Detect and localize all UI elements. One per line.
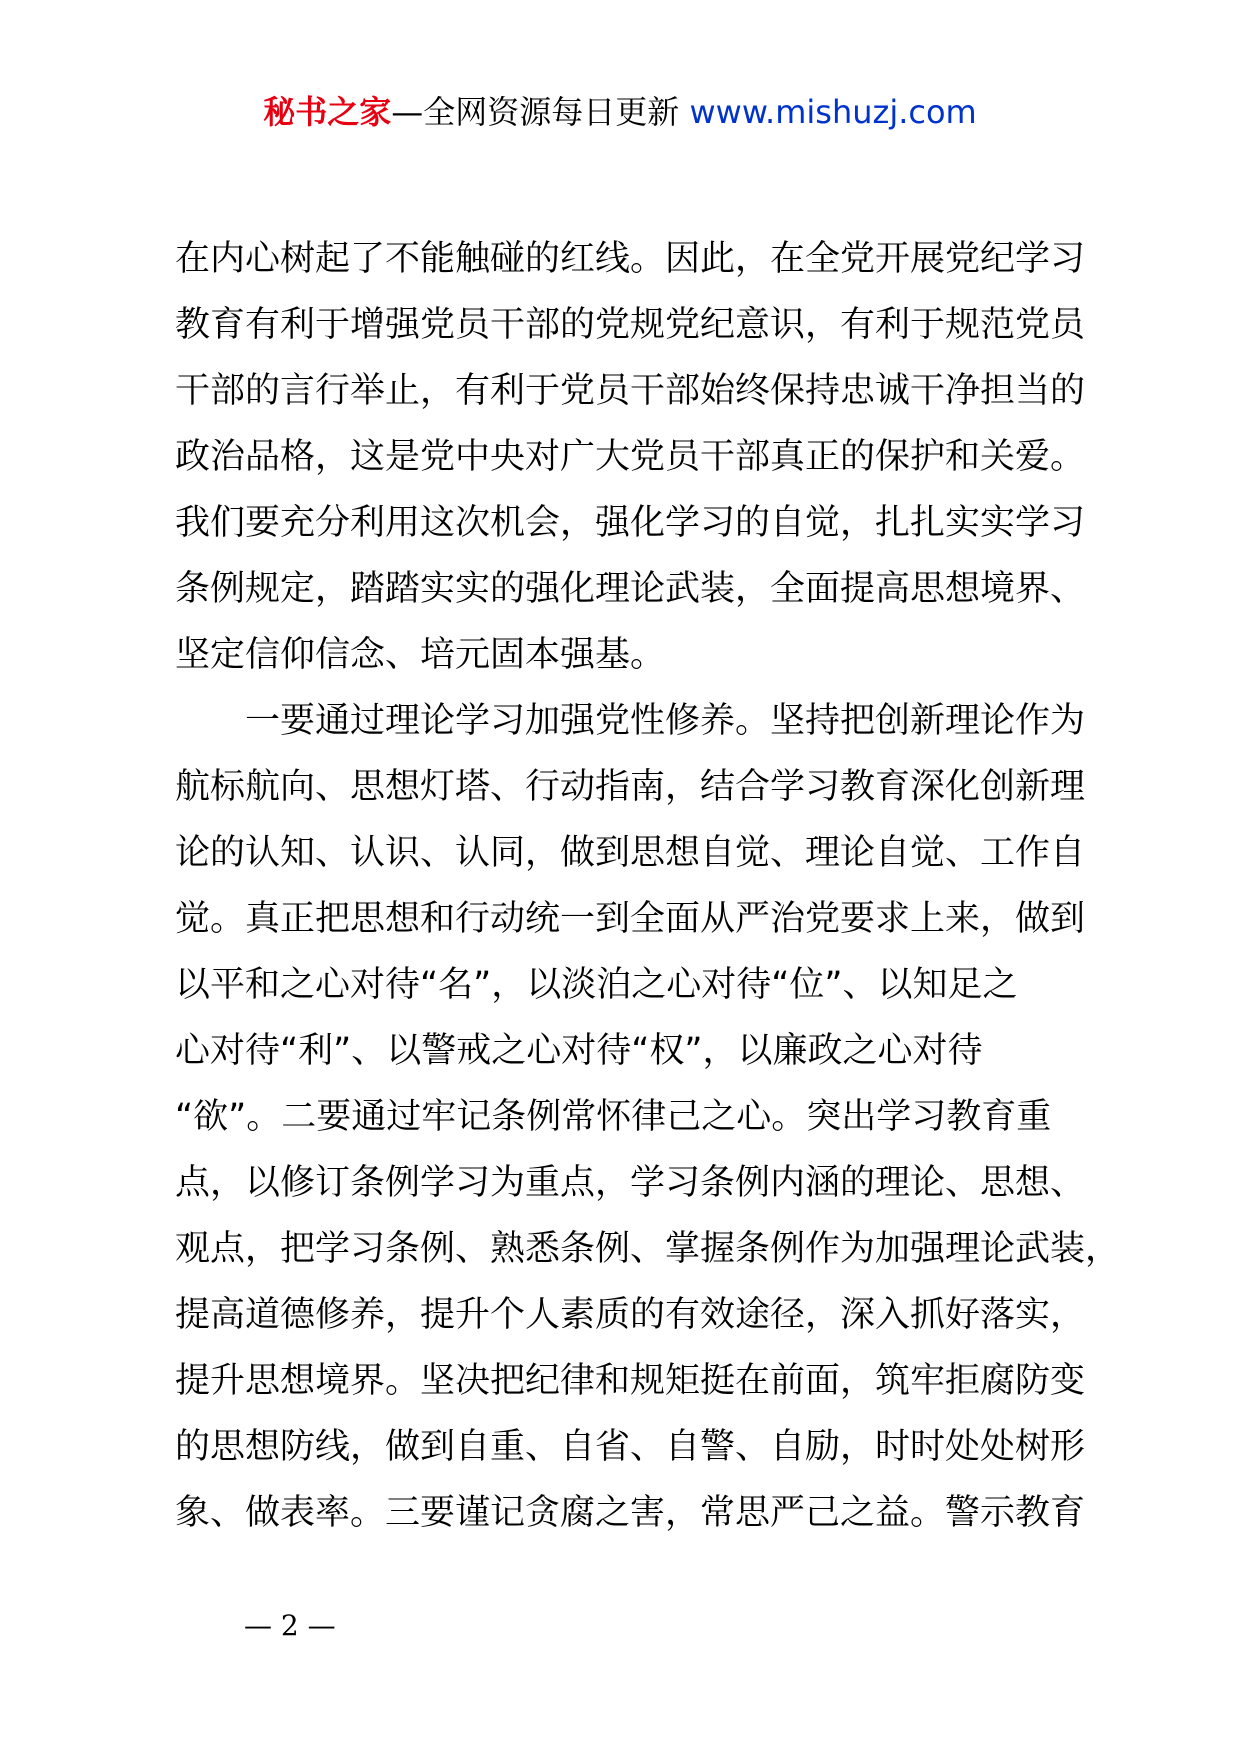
text-line: 提高道德修养，提升个人素质的有效途径，深入抓好落实，: [175, 1295, 1086, 1335]
text-line: 一要通过理论学习加强党性修养。坚持把创新理论作为: [175, 701, 1086, 741]
text-line: 觉。真正把思想和行动统一到全面从严治党要求上来，做到: [175, 899, 1086, 939]
text-line: 坚定信仰信念、培元固本强基。: [175, 635, 666, 675]
text-line: 条例规定，踏踏实实的强化理论武装，全面提高思想境界、: [175, 569, 1086, 609]
text-line: 我们要充分利用这次机会，强化学习的自觉，扎扎实实学习: [175, 503, 1086, 543]
document-body: [175, 226, 1121, 1546]
text-line: 论的认知、认识、认同，做到思想自觉、理论自觉、工作自: [175, 833, 1086, 873]
page-number: — 2 —: [244, 1609, 336, 1642]
text-line: “欲”。二要通过牢记条例常怀律己之心。突出学习教育重: [175, 1097, 1052, 1137]
site-header: [0, 92, 1240, 132]
text-line: 干部的言行举止，有利于党员干部始终保持忠诚干净担当的: [175, 371, 1086, 411]
site-url-link[interactable]: www.mishuzj.com: [689, 93, 977, 131]
text-line: 教育有利于增强党员干部的党规党纪意识，有利于规范党员: [175, 305, 1086, 345]
text-line: 观点，把学习条例、熟悉条例、掌握条例作为加强理论武装，: [175, 1229, 1121, 1269]
text-line: 的思想防线，做到自重、自省、自警、自励，时时处处树形: [175, 1427, 1086, 1467]
text-line: 政治品格，这是党中央对广大党员干部真正的保护和关爱。: [175, 437, 1086, 477]
header-tagline: —全网资源每日更新: [391, 93, 680, 131]
text-line: 航标航向、思想灯塔、行动指南，结合学习教育深化创新理: [175, 767, 1086, 807]
text-line: 提升思想境界。坚决把纪律和规矩挺在前面，筑牢拒腐防变: [175, 1361, 1086, 1401]
text-line: 在内心树起了不能触碰的红线。因此，在全党开展党纪学习: [175, 239, 1086, 279]
text-line: 以平和之心对待“名”，以淡泊之心对待“位”、以知足之: [175, 965, 1018, 1005]
brand-name: 秘书之家: [263, 93, 392, 131]
text-line: 象、做表率。三要谨记贪腐之害，常思严己之益。警示教育: [175, 1493, 1086, 1533]
text-line: 点，以修订条例学习为重点，学习条例内涵的理论、思想、: [175, 1163, 1086, 1203]
text-line: 心对待“利”、以警戒之心对待“权”，以廉政之心对待: [175, 1031, 983, 1071]
